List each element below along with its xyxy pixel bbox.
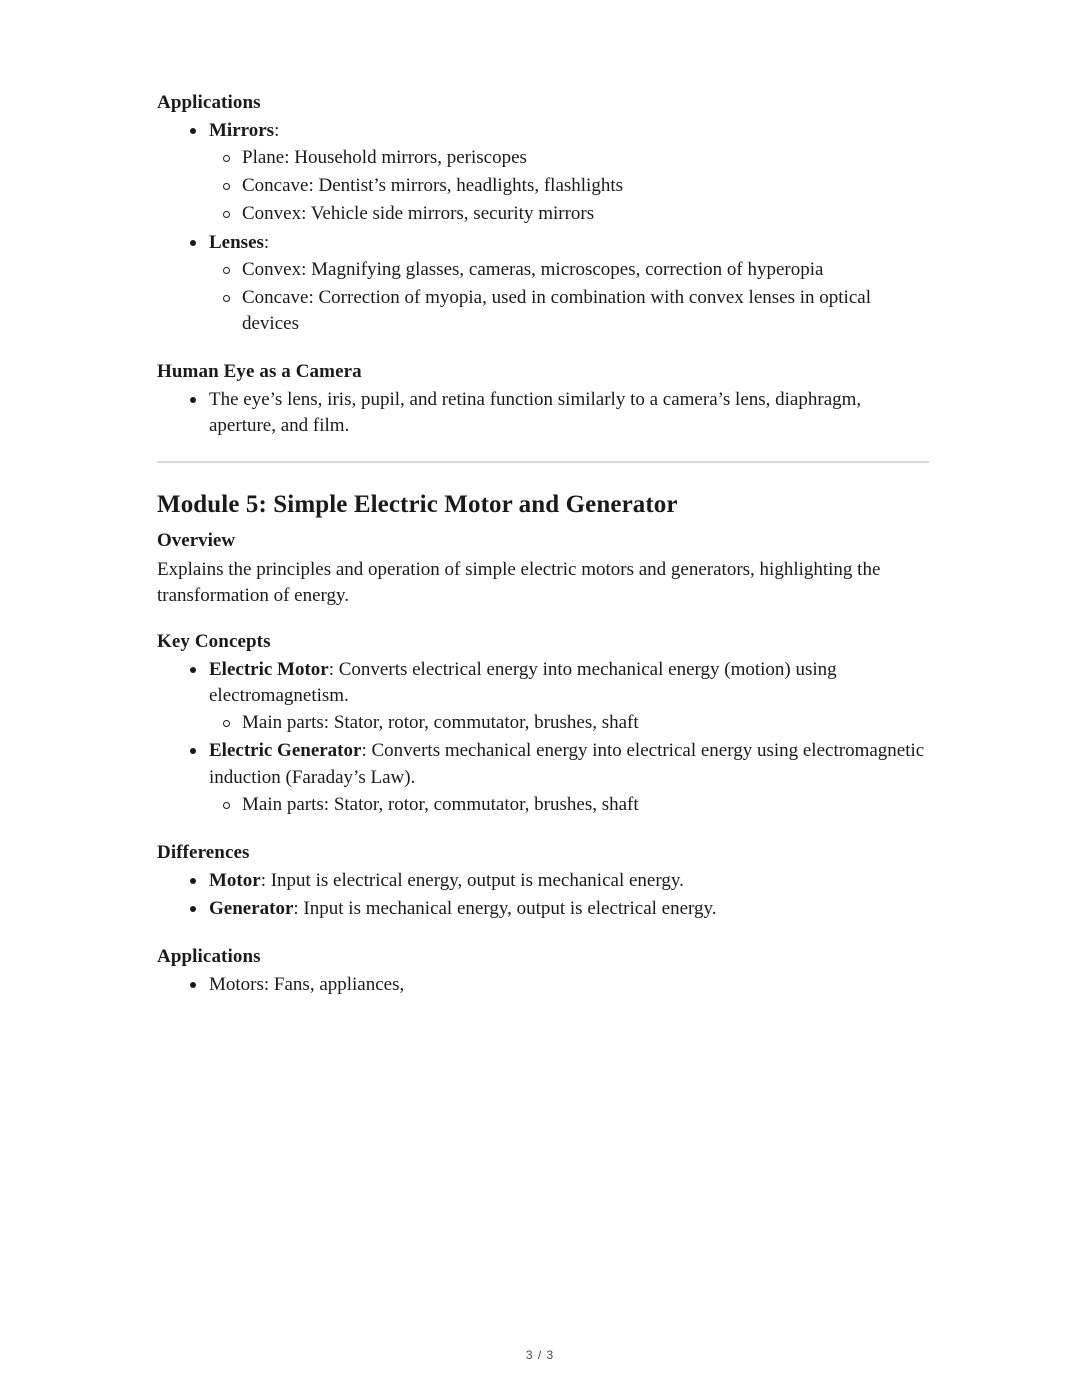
list-item — [157, 387, 927, 439]
bullet-circle-icon — [223, 211, 230, 218]
list-item — [157, 738, 927, 818]
bullet-circle-icon — [223, 802, 230, 809]
list-item-text: Convex: Vehicle side mirrors, security mirrors — [242, 203, 595, 225]
bullet-disc-icon — [190, 906, 196, 912]
list-module5-applications — [157, 972, 927, 998]
list-item-text: : — [274, 119, 280, 141]
list-item-text: Main parts: Stator, rotor, commutator, brushes, shaft — [242, 793, 639, 815]
bullet-disc-icon — [190, 878, 196, 884]
page-footer — [0, 1348, 1080, 1362]
list-item — [209, 792, 927, 818]
list-item — [209, 257, 927, 283]
list-key-concepts — [157, 657, 927, 818]
bullet-circle-icon — [223, 155, 230, 162]
list-item-text: : Input is mechanical energy, output is electrical energy. — [293, 897, 717, 919]
heading-human-eye: Human Eye as a Camera — [157, 361, 362, 383]
bullet-circle-icon — [223, 720, 230, 727]
page-number: 3 / 3 — [525, 1348, 555, 1362]
list-item-text: Plane: Household mirrors, periscopes — [242, 146, 527, 168]
spacer — [157, 820, 927, 840]
list-item-lead: Motor — [209, 869, 261, 891]
heading-optics-applications: Applications — [157, 92, 261, 113]
sublist-mirrors — [209, 145, 927, 228]
list-item-text: Concave: Dentist’s mirrors, headlights, flashlights — [242, 175, 624, 197]
list-item — [157, 896, 927, 922]
list-item-lead: Mirrors — [209, 119, 275, 141]
list-item — [157, 657, 927, 737]
list-item-lead: Generator — [209, 897, 294, 919]
bullet-circle-icon — [223, 183, 230, 190]
list-item — [209, 710, 927, 736]
spacer — [157, 339, 927, 359]
list-optics-applications — [157, 118, 927, 338]
spacer — [157, 609, 927, 629]
list-item-text: Motors: Fans, appliances, — [209, 973, 405, 995]
list-item — [157, 868, 927, 894]
list-item-text: : Converts mechanical energy into electrical energy using electromagnetic induction (Faraday’s Law). — [209, 740, 925, 788]
list-item-lead: Electric Motor — [209, 658, 329, 680]
sublist-motor-parts — [209, 710, 927, 736]
list-differences — [157, 868, 927, 922]
list-item — [157, 230, 927, 338]
section-divider — [157, 461, 929, 463]
spacer — [157, 924, 927, 944]
list-item-text: The eye’s lens, iris, pupil, and retina function similarly to a camera’s lens, diaphragm, aperture, and film. — [209, 389, 862, 437]
bullet-disc-icon — [190, 128, 196, 134]
heading-module-5: Module 5: Simple Electric Motor and Generator — [157, 491, 678, 519]
bullet-disc-icon — [190, 240, 196, 246]
bullet-disc-icon — [190, 667, 196, 673]
list-item — [157, 972, 927, 998]
list-item — [157, 118, 927, 228]
sublist-lenses — [209, 257, 927, 338]
bullet-circle-icon — [223, 295, 230, 302]
bullet-circle-icon — [223, 267, 230, 274]
bullet-disc-icon — [190, 982, 196, 988]
bullet-disc-icon — [190, 397, 196, 403]
list-item-lead: Electric Generator — [209, 740, 362, 762]
list-item — [209, 173, 927, 199]
list-item-text: : — [263, 231, 270, 253]
document-content — [157, 90, 927, 1000]
heading-key-concepts: Key Concepts — [157, 631, 271, 653]
heading-differences: Differences — [157, 842, 250, 863]
list-item-text: : Converts electrical energy into mechanical energy (motion) using electromagnetism. — [209, 658, 837, 706]
heading-overview: Overview — [157, 529, 236, 551]
sublist-generator-parts — [209, 792, 927, 818]
list-item — [209, 285, 927, 337]
list-item-text: Main parts: Stator, rotor, commutator, brushes, shaft — [242, 712, 639, 734]
list-human-eye — [157, 387, 927, 439]
list-item — [209, 201, 927, 227]
list-item-text: Convex: Magnifying glasses, cameras, microscopes, correction of hyperopia — [242, 258, 824, 280]
list-item-text: : Input is electrical energy, output is mechanical energy. — [260, 869, 684, 891]
overview-paragraph: Explains the principles and operation of simple electric motors and generators, highlighting the transformation of energy. — [157, 558, 881, 606]
list-item-text: Concave: Correction of myopia, used in combination with convex lenses in optical devices — [242, 286, 871, 335]
bullet-disc-icon — [190, 748, 196, 754]
list-item — [209, 145, 927, 171]
list-item-lead: Lenses — [209, 231, 264, 253]
heading-module5-applications: Applications — [157, 946, 261, 968]
